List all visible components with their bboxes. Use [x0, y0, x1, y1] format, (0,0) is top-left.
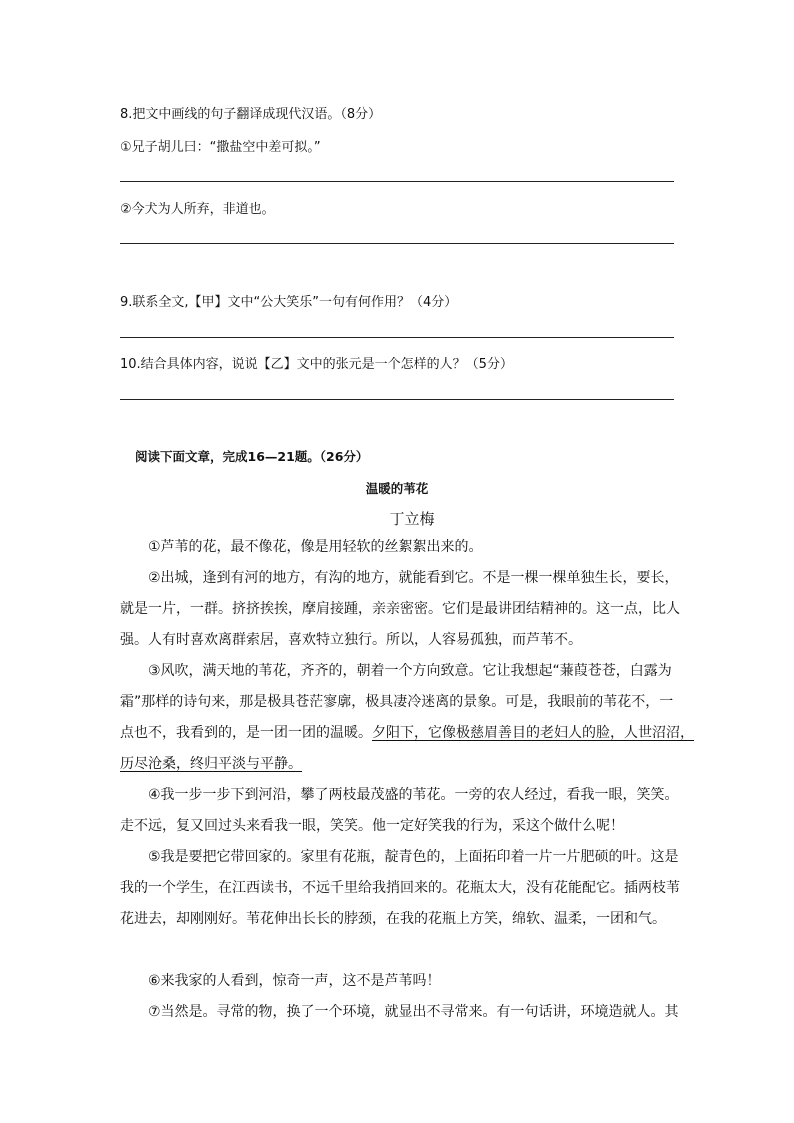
- answer-line: [120, 181, 674, 182]
- article-title: 温暖的苇花: [365, 481, 429, 496]
- paragraph-2-line-1: ②出城，逢到有河的地方，有沟的地方，就能看到它。不是一棵一棵单独生长，要长，: [148, 570, 679, 586]
- answer-line: [120, 243, 674, 244]
- underlined-sentence: 夕阳下，它像极慈眉善目的老妇人的脸，人世沼沼，: [372, 725, 694, 741]
- paragraph-3-line-3: [120, 718, 694, 749]
- question-9-title: 9.联系全文,【甲】文中“公大笑乐”一句有何作用？（4分）: [120, 295, 458, 310]
- paragraph-6: ⑥来我家的人看到，惊奇一声，这不是芦苇吗！: [148, 973, 441, 989]
- paragraph-1: ①芦苇的花，最不像花，像是用轻软的丝絮絮出来的。: [148, 539, 483, 555]
- paragraph-3-line-1: ③风吹，满天地的苇花，齐齐的，朝着一个方向致意。它让我想起“蒹葭苍苍，白露为: [148, 663, 672, 679]
- article-body: [120, 532, 694, 935]
- reading-instruction: 阅读下面文章，完成16—21题。（26分）: [135, 449, 369, 464]
- paragraph-3-line-2: 霜”那样的诗句来，那是极具苍茫寥廓，极具凄冷迷离的景象。可是，我眼前的苇花不，一: [120, 694, 674, 710]
- paragraph-4-line-2: 走不远，复又回过头来看我一眼，笑笑。他一定好笑我的行为，采这个做什么呢！: [120, 818, 624, 834]
- paragraph-5-line-1: ⑤我是要把它带回家的。家里有花瓶，靛青色的，上面拓印着一片一片肥硕的叶。这是: [148, 849, 679, 865]
- article-author: 丁立梅: [389, 510, 435, 528]
- paragraph-4-line-1: ④我一步一步下到河沿，攀了两枝最茂盛的苇花。一旁的农人经过，看我一眼，笑笑。: [148, 787, 679, 803]
- answer-line: [120, 337, 674, 338]
- question-8-title: 8.把文中画线的句子翻译成现代汉语。（8分）: [120, 107, 382, 122]
- question-8-item-2: ②今犬为人所弃，非道也。: [120, 202, 275, 217]
- paragraph-5-line-3: 花进去，却刚刚好。苇花伸出长长的脖颈，在我的花瓶上方笑，绵软、温柔，一团和气。: [120, 911, 666, 927]
- question-8-item-1: ①兄子胡儿曰：“撒盐空中差可拟。”: [120, 140, 321, 155]
- underlined-sentence-end: 历尽沧桑，终归平淡与平静。: [120, 756, 302, 772]
- paragraph-5-line-2: 我的一个学生，在江西读书，不远千里给我捎回来的。花瓶太大，没有花能配它。插两枝苇: [120, 880, 680, 896]
- article-body-continued: [120, 966, 679, 1028]
- paragraph-7-line-1: ⑦当然是。寻常的物，换了一个环境，就显出不寻常来。有一句话讲，环境造就人。其: [148, 1004, 679, 1020]
- question-10-title: 10.结合具体内容，说说【乙】文中的张元是一个怎样的人？（5分）: [120, 357, 513, 372]
- paragraph-2-line-3: 强。人有时喜欢离群索居，喜欢特立独行。所以，人容易孤独，而芦苇不。: [120, 632, 582, 648]
- answer-line: [120, 399, 674, 400]
- paragraph-2-line-2: 就是一片，一群。挤挤挨挨，摩肩接踵，亲亲密密。它们是最讲团结精神的。这一点，比人: [120, 601, 680, 617]
- paragraph-3-text: 点也不，我看到的，是一团一团的温暖。: [120, 725, 372, 741]
